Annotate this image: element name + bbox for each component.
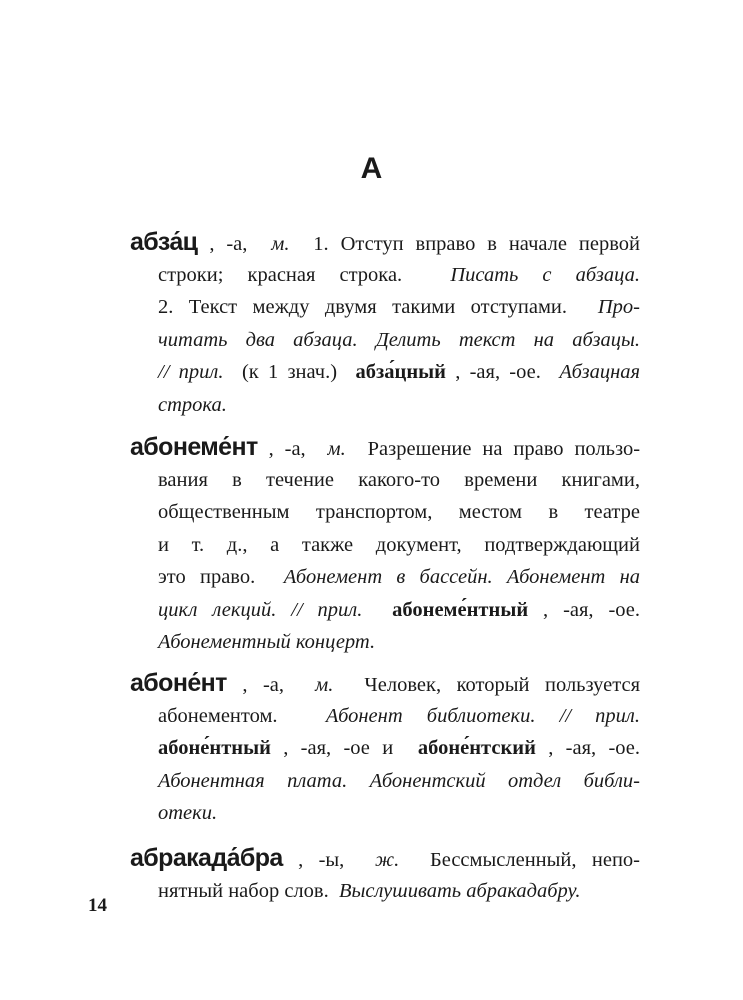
example-text: читать два абзаца. Делить текст на абзацы.: [158, 328, 640, 351]
section-letter: А: [360, 152, 383, 185]
dictionary-entry: [130, 667, 640, 830]
example-text: м.: [271, 233, 290, 255]
definition-text: , -ая, -ое и: [283, 737, 406, 759]
example-text: Про-: [597, 296, 641, 318]
dictionary-entry: [130, 842, 640, 907]
entry-line: [130, 732, 640, 765]
entry-line: [130, 594, 640, 627]
definition-text: 2. Текст между двумя такими отступами.: [158, 296, 583, 318]
definition-text: , -а,: [209, 233, 260, 255]
example-text: ж.: [375, 849, 400, 871]
derived-word: абонеме́нтный: [392, 598, 529, 621]
entry-line: [130, 464, 640, 497]
example-text: строка.: [158, 393, 227, 416]
entry-line: [130, 291, 640, 324]
entry-line: [130, 797, 640, 830]
definition-text: абонементом.: [158, 704, 302, 727]
page-number: 14: [88, 895, 107, 916]
entry-line: [130, 259, 640, 292]
headword: абза́ц: [130, 228, 198, 256]
entry-line: [130, 875, 640, 908]
example-text: Абонемент в бассейн. Абонемент на: [283, 566, 640, 588]
example-text: отеки.: [158, 802, 218, 824]
entry-line: [130, 561, 640, 594]
definition-text: (к 1 знач.): [232, 361, 347, 383]
headword: абракада́бра: [130, 844, 283, 872]
definition-text: строки; красная строка.: [158, 263, 427, 286]
example-text: // прил.: [158, 361, 224, 383]
definition-text: Человек, который пользуется: [348, 674, 641, 696]
definition-text: , -ая, -ое.: [543, 598, 641, 621]
example-text: Выслушивать абракадабру.: [338, 879, 581, 902]
example-text: м.: [315, 674, 334, 696]
entry-first-line: [130, 667, 640, 700]
derived-word: абза́цный: [355, 361, 446, 383]
definition-text: , -ая, -ое.: [548, 737, 641, 759]
entry-first-line: [130, 431, 640, 464]
example-text: Писать с абзаца.: [450, 263, 640, 286]
derived-word: абоне́нтский: [417, 737, 536, 759]
entry-line: [130, 324, 640, 357]
example-text: Абонент библиотеки. // прил.: [325, 704, 640, 727]
entry-line: [130, 529, 640, 562]
example-text: Абзацная: [559, 361, 641, 383]
example-text: Абонентная плата. Абонентский отдел библи-: [158, 769, 640, 792]
definition-text: и т. д., а также документ, подтверждающий: [158, 533, 640, 556]
entry-line: [130, 356, 640, 389]
example-text: цикл лекций. // прил.: [158, 598, 378, 621]
entry-line: [130, 765, 640, 798]
definition-text: общественным транспортом, местом в театре: [158, 501, 640, 523]
definition-text: вания в течение какого-то времени книгами,: [158, 468, 640, 491]
definition-text: Разрешение на право пользо-: [356, 438, 641, 460]
definition-text: Бессмысленный, непо-: [414, 849, 640, 871]
definition-text: 1. Отступ вправо в начале первой: [301, 233, 640, 255]
definition-text: , -ы,: [298, 849, 360, 871]
entry-first-line: [130, 226, 640, 259]
definition-text: , -ая, -ое.: [455, 361, 551, 383]
definition-text: нятный набор слов.: [158, 879, 334, 902]
dictionary-entry: [130, 431, 640, 659]
entry-line: [130, 626, 640, 659]
definition-text: это право.: [158, 566, 270, 588]
example-text: Абонементный концерт.: [158, 631, 376, 653]
entry-line: [130, 496, 640, 529]
entry-line: [130, 389, 640, 422]
definition-text: , -а,: [268, 438, 317, 460]
dictionary-entry: [130, 226, 640, 421]
derived-word: абоне́нтный: [158, 737, 271, 759]
entry-line: [130, 700, 640, 733]
headword: абонеме́нт: [130, 433, 258, 461]
example-text: м.: [327, 438, 346, 460]
headword: абоне́нт: [130, 669, 227, 697]
definition-text: , -а,: [242, 674, 300, 696]
entry-first-line: [130, 842, 640, 875]
